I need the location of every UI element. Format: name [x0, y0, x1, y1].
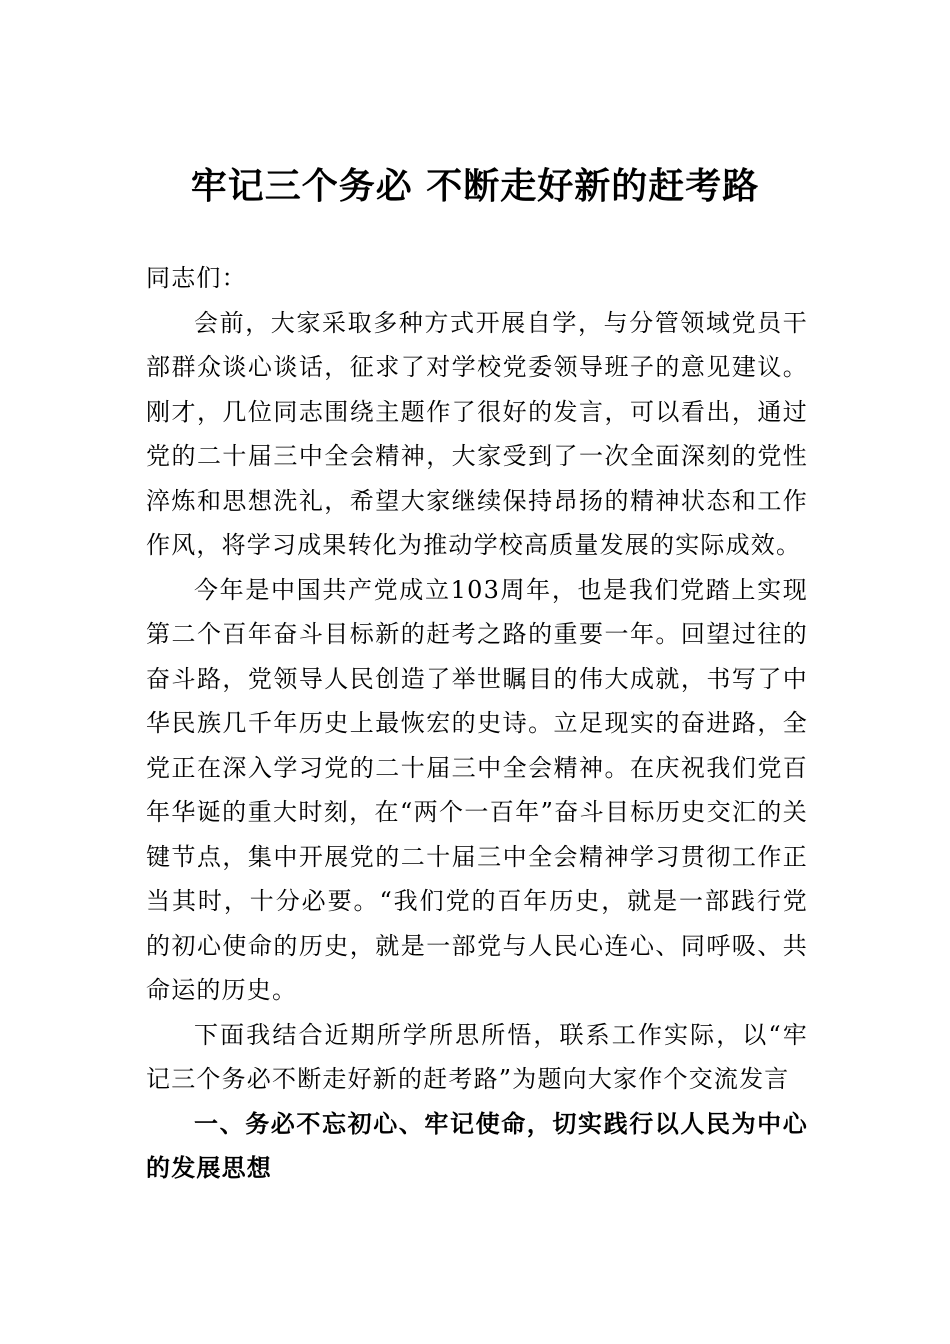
salutation: 同志们： — [146, 264, 247, 292]
document-body — [146, 256, 808, 1191]
paragraph-1: 会前，大家采取多种方式开展自学，与分管领域党员干部群众谈心谈话，征求了对学校党委领导班子的意见建议。刚才，几位同志围绕主题作了很好的发言，可以看出，通过党的二十届三中全会精神，大家受到了一次全面深刻的党性淬炼和思想洗礼，希望大家继续保持昂扬的精神状态和工作作风，将学习成果转化为推动学校高质量发展的实际成效。 — [146, 308, 808, 559]
document-title: 牢记三个务必 不断走好新的赶考路 — [190, 165, 760, 207]
section-heading: 一、务必不忘初心、牢记使命，切实践行以人民为中心的发展思想 — [146, 1109, 808, 1182]
paragraph-3: 下面我结合近期所学所思所悟，联系工作实际，以“牢记三个务必不断走好新的赶考路”为题向大家作个交流发言 — [146, 1020, 808, 1093]
paragraph-2: 今年是中国共产党成立103周年，也是我们党踏上实现第二个百年奋斗目标新的赶考之路的重要一年。回望过往的奋斗路，党领导人民创造了举世瞩目的伟大成就，书写了中华民族几千年历史上最恢宏的史诗。立足现实的奋进路，全党正在深入学习党的二十届三中全会精神。在庆祝我们党百年华诞的重大时刻，在“两个一百年”奋斗目标历史交汇的关键节点，集中开展党的二十届三中全会精神学习贯彻工作正当其时，十分必要。“我们党的百年历史，就是一部践行党的初心使命的历史，就是一部党与人民心连心、同呼吸、共命运的历史。 — [146, 575, 808, 1004]
